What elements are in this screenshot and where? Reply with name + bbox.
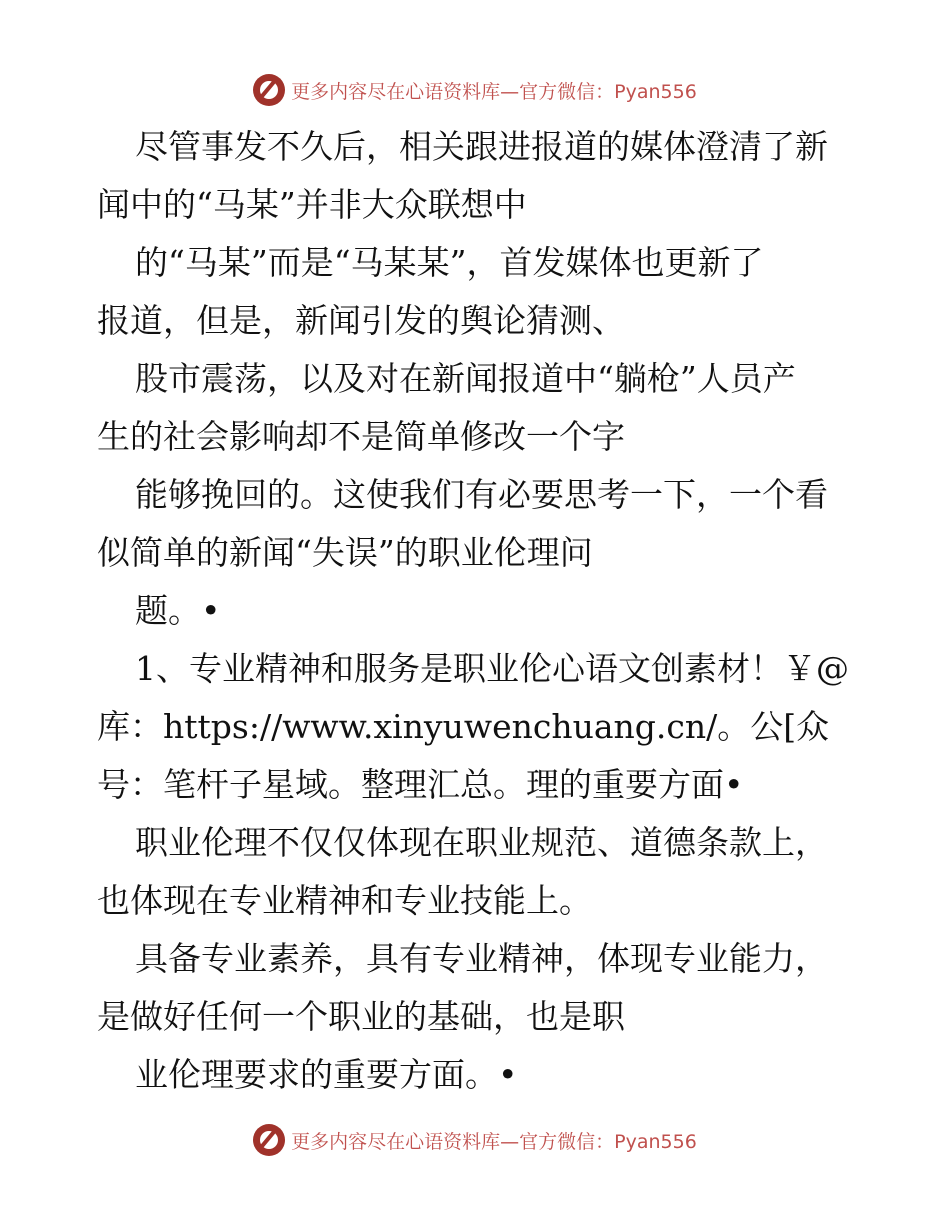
text-line: 的“马某”而是“马某某”，首发媒体也更新了 — [135, 243, 764, 282]
text-line: 似简单的新闻“失误”的职业伦理问 — [97, 533, 593, 572]
text-line: 尽管事发不久后，相关跟进报道的媒体澄清了新 — [135, 127, 828, 166]
logo-icon — [253, 1124, 285, 1156]
text-line: 号：笔杆子星域。整理汇总。理的重要方面• — [97, 765, 744, 804]
footer-banner — [0, 1120, 950, 1160]
text-line: 题。• — [135, 591, 221, 630]
text-line: 业伦理要求的重要方面。• — [135, 1055, 518, 1094]
header-banner — [0, 70, 950, 110]
text-line: 也体现在专业精神和专业技能上。 — [97, 881, 592, 920]
text-line: 报道，但是，新闻引发的舆论猜测、 — [97, 301, 625, 340]
logo-icon — [253, 74, 285, 106]
text-line: 生的社会影响却不是简单修改一个字 — [97, 417, 625, 456]
text-line: 库：https://www.xinyuwenchuang.cn/。公[众 — [97, 707, 830, 746]
footer-banner-text: 更多内容尽在心语资料库—官方微信：Pyan556 — [291, 1130, 697, 1153]
text-line: 职业伦理不仅仅体现在职业规范、道德条款上， — [135, 823, 828, 862]
text-line: 具备专业素养，具有专业精神，体现专业能力， — [135, 939, 828, 978]
text-line: 1、专业精神和服务是职业伦心语文创素材！￥@ — [135, 649, 849, 688]
text-line: 是做好任何一个职业的基础，也是职 — [97, 997, 625, 1036]
header-banner-text: 更多内容尽在心语资料库—官方微信：Pyan556 — [291, 80, 697, 103]
text-line: 能够挽回的。这使我们有必要思考一下，一个看 — [135, 475, 828, 514]
text-line: 股市震荡，以及对在新闻报道中“躺枪”人员产 — [135, 359, 796, 398]
text-line: 闻中的“马某”并非大众联想中 — [97, 185, 527, 224]
document-body — [97, 118, 857, 1104]
